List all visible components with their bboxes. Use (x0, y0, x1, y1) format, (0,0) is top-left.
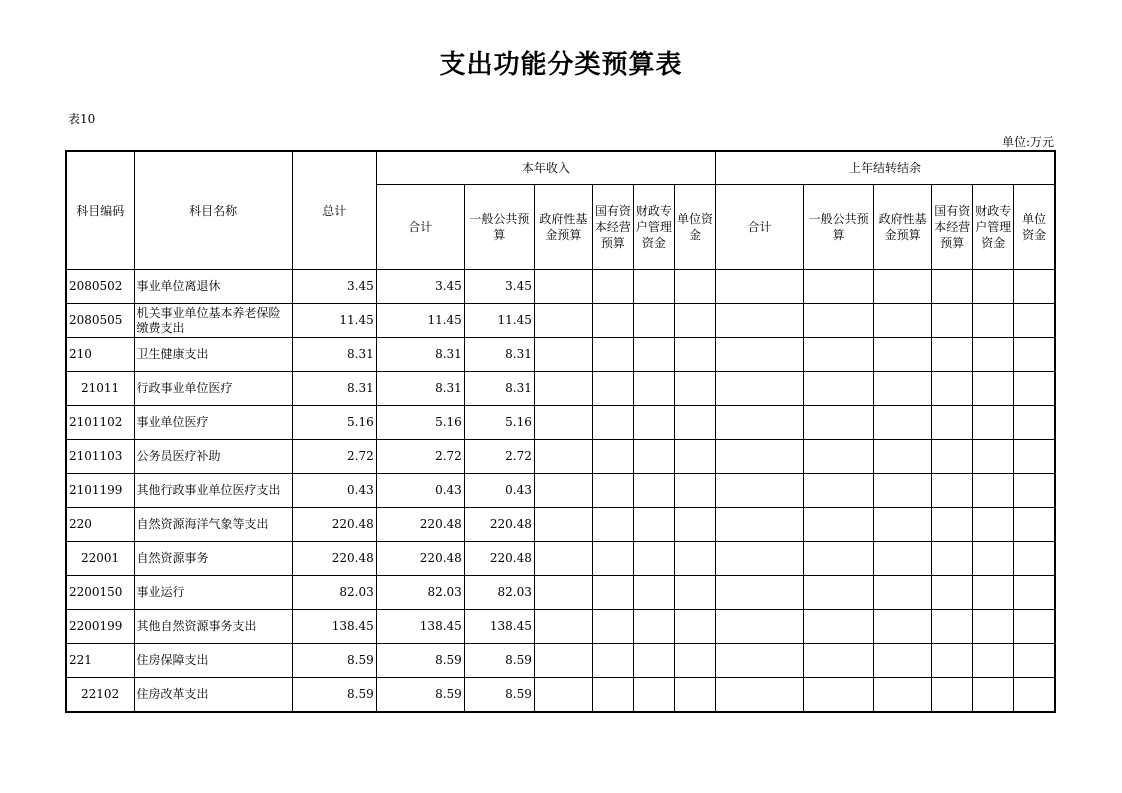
cell-code: 2200199 (66, 610, 134, 644)
cell-income-subtotal: 8.31 (376, 372, 464, 406)
cell-income-unit-funds (674, 372, 715, 406)
cell-income-unit-funds (674, 304, 715, 338)
cell-income-state-capital (592, 508, 633, 542)
cell-income-gov-fund (534, 406, 592, 440)
cell-carryover-subtotal (716, 542, 804, 576)
cell-total: 8.31 (292, 338, 376, 372)
cell-carryover-fiscal-special (973, 440, 1014, 474)
cell-carryover-unit-funds (1014, 508, 1055, 542)
cell-carryover-state-capital (932, 440, 973, 474)
cell-income-gov-fund (534, 576, 592, 610)
cell-code: 2080505 (66, 304, 134, 338)
cell-carryover-subtotal (716, 372, 804, 406)
table-row (66, 338, 1055, 372)
cell-income-subtotal: 220.48 (376, 508, 464, 542)
cell-income-gov-fund (534, 338, 592, 372)
header-code: 科目编码 (66, 151, 134, 270)
cell-carryover-state-capital (932, 576, 973, 610)
cell-income-gov-fund (534, 440, 592, 474)
cell-carryover-subtotal (716, 610, 804, 644)
cell-carryover-fiscal-special (973, 508, 1014, 542)
cell-total: 8.31 (292, 372, 376, 406)
unit-label: 单位:万元 (1001, 135, 1054, 149)
cell-income-fiscal-special (633, 304, 674, 338)
cell-carryover-subtotal (716, 338, 804, 372)
cell-name: 卫生健康支出 (134, 338, 292, 372)
cell-income-gov-fund (534, 508, 592, 542)
cell-income-general-budget: 8.59 (464, 644, 534, 678)
cell-carryover-gov-fund (874, 372, 932, 406)
cell-income-state-capital (592, 440, 633, 474)
cell-income-subtotal: 11.45 (376, 304, 464, 338)
cell-name: 事业运行 (134, 576, 292, 610)
cell-income-fiscal-special (633, 576, 674, 610)
cell-income-gov-fund (534, 610, 592, 644)
cell-carryover-unit-funds (1014, 678, 1055, 713)
cell-carryover-gov-fund (874, 270, 932, 304)
cell-carryover-state-capital (932, 678, 973, 713)
cell-carryover-state-capital (932, 304, 973, 338)
cell-carryover-general-budget (804, 474, 874, 508)
table-row (66, 406, 1055, 440)
table-row (66, 644, 1055, 678)
cell-name: 自然资源事务 (134, 542, 292, 576)
cell-income-unit-funds (674, 270, 715, 304)
cell-carryover-gov-fund (874, 338, 932, 372)
cell-income-general-budget: 220.48 (464, 542, 534, 576)
cell-income-gov-fund (534, 474, 592, 508)
cell-income-gov-fund (534, 644, 592, 678)
cell-carryover-gov-fund (874, 440, 932, 474)
cell-carryover-gov-fund (874, 406, 932, 440)
table-row (66, 440, 1055, 474)
cell-carryover-general-budget (804, 338, 874, 372)
table-row (66, 610, 1055, 644)
cell-carryover-gov-fund (874, 678, 932, 713)
cell-total: 220.48 (292, 508, 376, 542)
cell-income-unit-funds (674, 678, 715, 713)
cell-name: 行政事业单位医疗 (134, 372, 292, 406)
cell-code: 2101199 (66, 474, 134, 508)
cell-income-general-budget: 11.45 (464, 304, 534, 338)
cell-carryover-subtotal (716, 576, 804, 610)
cell-carryover-state-capital (932, 372, 973, 406)
cell-carryover-fiscal-special (973, 270, 1014, 304)
cell-name: 自然资源海洋气象等支出 (134, 508, 292, 542)
cell-income-gov-fund (534, 304, 592, 338)
cell-income-general-budget: 3.45 (464, 270, 534, 304)
cell-code: 22102 (66, 678, 134, 713)
cell-carryover-unit-funds (1014, 270, 1055, 304)
cell-income-fiscal-special (633, 508, 674, 542)
cell-code: 21011 (66, 372, 134, 406)
cell-income-state-capital (592, 372, 633, 406)
cell-carryover-general-budget (804, 542, 874, 576)
cell-income-fiscal-special (633, 610, 674, 644)
cell-carryover-fiscal-special (973, 610, 1014, 644)
cell-carryover-unit-funds (1014, 576, 1055, 610)
cell-income-state-capital (592, 576, 633, 610)
cell-carryover-fiscal-special (973, 678, 1014, 713)
cell-income-general-budget: 8.31 (464, 338, 534, 372)
header-total: 总计 (292, 151, 376, 270)
cell-income-fiscal-special (633, 406, 674, 440)
cell-total: 138.45 (292, 610, 376, 644)
cell-carryover-general-budget (804, 440, 874, 474)
cell-name: 事业单位医疗 (134, 406, 292, 440)
cell-carryover-fiscal-special (973, 338, 1014, 372)
table-row (66, 304, 1055, 338)
cell-carryover-general-budget (804, 678, 874, 713)
cell-carryover-state-capital (932, 542, 973, 576)
cell-income-gov-fund (534, 542, 592, 576)
cell-total: 11.45 (292, 304, 376, 338)
cell-total: 82.03 (292, 576, 376, 610)
cell-income-general-budget: 2.72 (464, 440, 534, 474)
cell-carryover-general-budget (804, 576, 874, 610)
cell-total: 5.16 (292, 406, 376, 440)
cell-income-subtotal: 220.48 (376, 542, 464, 576)
header-income-unit-funds: 单位资金 (674, 185, 715, 270)
cell-code: 2101103 (66, 440, 134, 474)
cell-income-general-budget: 82.03 (464, 576, 534, 610)
cell-carryover-general-budget (804, 304, 874, 338)
cell-income-subtotal: 2.72 (376, 440, 464, 474)
page-title: 支出功能分类预算表 (439, 50, 683, 80)
header-name: 科目名称 (134, 151, 292, 270)
cell-total: 8.59 (292, 644, 376, 678)
cell-income-fiscal-special (633, 270, 674, 304)
table-number: 表10 (68, 112, 96, 126)
budget-table (65, 150, 1056, 713)
cell-carryover-gov-fund (874, 542, 932, 576)
cell-carryover-fiscal-special (973, 542, 1014, 576)
cell-total: 2.72 (292, 440, 376, 474)
cell-income-state-capital (592, 644, 633, 678)
cell-carryover-state-capital (932, 644, 973, 678)
cell-code: 2200150 (66, 576, 134, 610)
cell-name: 住房改革支出 (134, 678, 292, 713)
cell-income-state-capital (592, 270, 633, 304)
cell-code: 210 (66, 338, 134, 372)
cell-carryover-state-capital (932, 474, 973, 508)
cell-carryover-gov-fund (874, 610, 932, 644)
header-current-year-income: 本年收入 (376, 151, 715, 185)
cell-income-general-budget: 5.16 (464, 406, 534, 440)
cell-carryover-subtotal (716, 406, 804, 440)
cell-name: 其他行政事业单位医疗支出 (134, 474, 292, 508)
cell-carryover-fiscal-special (973, 406, 1014, 440)
cell-carryover-unit-funds (1014, 372, 1055, 406)
cell-carryover-unit-funds (1014, 440, 1055, 474)
cell-income-state-capital (592, 304, 633, 338)
cell-carryover-subtotal (716, 270, 804, 304)
cell-total: 3.45 (292, 270, 376, 304)
cell-carryover-unit-funds (1014, 304, 1055, 338)
cell-carryover-subtotal (716, 644, 804, 678)
table-row (66, 372, 1055, 406)
cell-income-fiscal-special (633, 678, 674, 713)
cell-carryover-state-capital (932, 338, 973, 372)
cell-income-subtotal: 3.45 (376, 270, 464, 304)
cell-carryover-state-capital (932, 508, 973, 542)
cell-carryover-gov-fund (874, 508, 932, 542)
cell-carryover-subtotal (716, 508, 804, 542)
cell-income-gov-fund (534, 678, 592, 713)
header-carryover-subtotal: 合计 (716, 185, 804, 270)
cell-income-state-capital (592, 678, 633, 713)
cell-income-general-budget: 0.43 (464, 474, 534, 508)
cell-name: 公务员医疗补助 (134, 440, 292, 474)
cell-income-unit-funds (674, 440, 715, 474)
cell-income-unit-funds (674, 474, 715, 508)
cell-income-general-budget: 138.45 (464, 610, 534, 644)
cell-income-fiscal-special (633, 644, 674, 678)
cell-income-subtotal: 8.59 (376, 678, 464, 713)
cell-name: 事业单位离退休 (134, 270, 292, 304)
cell-code: 220 (66, 508, 134, 542)
cell-income-unit-funds (674, 644, 715, 678)
cell-carryover-subtotal (716, 440, 804, 474)
cell-carryover-general-budget (804, 406, 874, 440)
header-income-fiscal-special: 财政专户管理资金 (633, 185, 674, 270)
cell-carryover-state-capital (932, 406, 973, 440)
table-row (66, 270, 1055, 304)
table-row (66, 576, 1055, 610)
header-income-gov-fund: 政府性基金预算 (534, 185, 592, 270)
cell-carryover-unit-funds (1014, 338, 1055, 372)
cell-name: 机关事业单位基本养老保险缴费支出 (134, 304, 292, 338)
cell-income-gov-fund (534, 372, 592, 406)
cell-income-state-capital (592, 474, 633, 508)
cell-income-subtotal: 138.45 (376, 610, 464, 644)
cell-carryover-gov-fund (874, 474, 932, 508)
cell-income-unit-funds (674, 542, 715, 576)
cell-carryover-general-budget (804, 270, 874, 304)
cell-income-fiscal-special (633, 474, 674, 508)
header-carryover-state-capital: 国有资本经营预算 (932, 185, 973, 270)
cell-total: 8.59 (292, 678, 376, 713)
cell-carryover-gov-fund (874, 576, 932, 610)
cell-income-subtotal: 8.59 (376, 644, 464, 678)
header-income-subtotal: 合计 (376, 185, 464, 270)
cell-income-state-capital (592, 338, 633, 372)
cell-income-general-budget: 8.31 (464, 372, 534, 406)
cell-carryover-fiscal-special (973, 372, 1014, 406)
cell-income-subtotal: 82.03 (376, 576, 464, 610)
cell-carryover-fiscal-special (973, 644, 1014, 678)
table-row (66, 508, 1055, 542)
cell-income-subtotal: 8.31 (376, 338, 464, 372)
cell-total: 0.43 (292, 474, 376, 508)
cell-carryover-fiscal-special (973, 576, 1014, 610)
table-row (66, 542, 1055, 576)
cell-carryover-fiscal-special (973, 474, 1014, 508)
cell-income-fiscal-special (633, 440, 674, 474)
header-prior-year-carryover: 上年结转结余 (716, 151, 1055, 185)
cell-name: 其他自然资源事务支出 (134, 610, 292, 644)
cell-income-unit-funds (674, 338, 715, 372)
cell-income-fiscal-special (633, 338, 674, 372)
cell-carryover-unit-funds (1014, 610, 1055, 644)
cell-carryover-subtotal (716, 304, 804, 338)
cell-code: 221 (66, 644, 134, 678)
cell-income-unit-funds (674, 576, 715, 610)
cell-income-fiscal-special (633, 542, 674, 576)
cell-carryover-unit-funds (1014, 644, 1055, 678)
cell-carryover-general-budget (804, 372, 874, 406)
cell-carryover-general-budget (804, 644, 874, 678)
cell-code: 2080502 (66, 270, 134, 304)
cell-carryover-unit-funds (1014, 474, 1055, 508)
cell-income-general-budget: 220.48 (464, 508, 534, 542)
table-row (66, 678, 1055, 713)
cell-carryover-unit-funds (1014, 406, 1055, 440)
cell-income-unit-funds (674, 610, 715, 644)
header-income-general-budget: 一般公共预算 (464, 185, 534, 270)
header-income-state-capital: 国有资本经营预算 (592, 185, 633, 270)
cell-total: 220.48 (292, 542, 376, 576)
cell-carryover-state-capital (932, 270, 973, 304)
cell-carryover-general-budget (804, 508, 874, 542)
cell-income-subtotal: 5.16 (376, 406, 464, 440)
cell-carryover-general-budget (804, 610, 874, 644)
cell-code: 22001 (66, 542, 134, 576)
cell-income-fiscal-special (633, 372, 674, 406)
cell-name: 住房保障支出 (134, 644, 292, 678)
cell-income-state-capital (592, 610, 633, 644)
cell-income-gov-fund (534, 270, 592, 304)
cell-income-unit-funds (674, 406, 715, 440)
cell-carryover-subtotal (716, 678, 804, 713)
header-carryover-general-budget: 一般公共预算 (804, 185, 874, 270)
table-row (66, 474, 1055, 508)
header-carryover-gov-fund: 政府性基金预算 (874, 185, 932, 270)
cell-carryover-unit-funds (1014, 542, 1055, 576)
cell-income-general-budget: 8.59 (464, 678, 534, 713)
cell-income-state-capital (592, 542, 633, 576)
header-carryover-unit-funds: 单位资金 (1014, 185, 1055, 270)
cell-carryover-state-capital (932, 610, 973, 644)
header-carryover-fiscal-special: 财政专户管理资金 (973, 185, 1014, 270)
cell-income-subtotal: 0.43 (376, 474, 464, 508)
cell-income-unit-funds (674, 508, 715, 542)
cell-carryover-fiscal-special (973, 304, 1014, 338)
cell-carryover-subtotal (716, 474, 804, 508)
cell-carryover-gov-fund (874, 644, 932, 678)
cell-income-state-capital (592, 406, 633, 440)
cell-carryover-gov-fund (874, 304, 932, 338)
cell-code: 2101102 (66, 406, 134, 440)
